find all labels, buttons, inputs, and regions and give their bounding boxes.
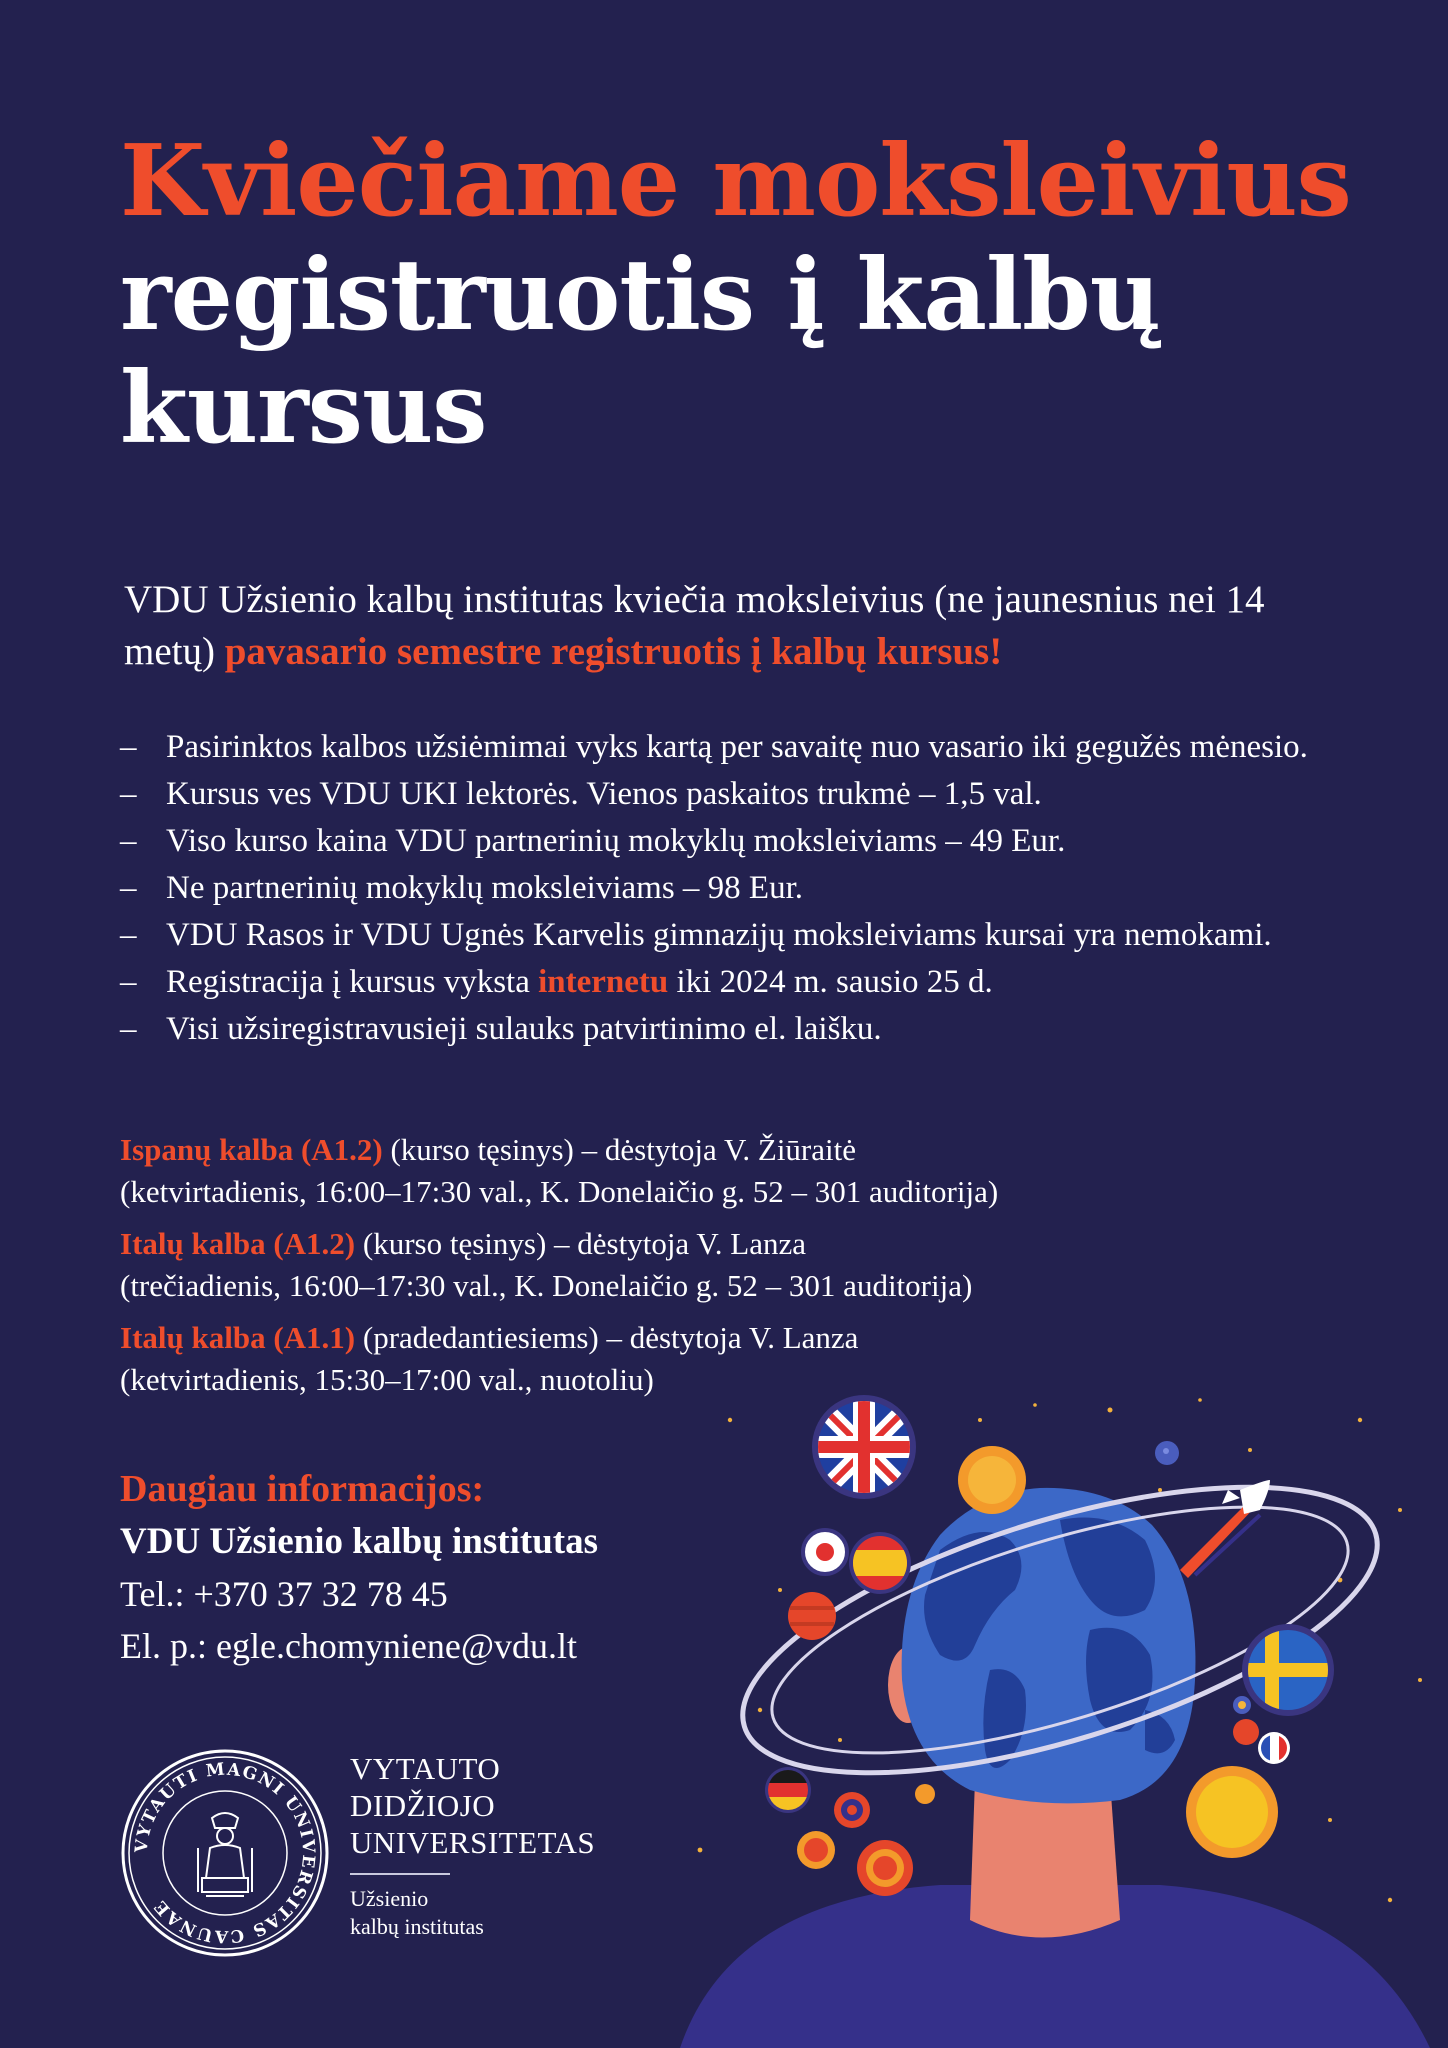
flag-sweden-icon	[1240, 1624, 1340, 1716]
dash-marker: –	[120, 776, 137, 812]
flag-france-icon	[1258, 1732, 1290, 1764]
flag-germany-icon	[765, 1767, 811, 1813]
intro-highlight: pavasario semestre registruotis į kalbų kursus!	[224, 630, 1003, 673]
course-schedule: (ketvirtadienis, 15:30–17:00 val., nuotoliu)	[120, 1362, 654, 1397]
headline	[120, 125, 1360, 466]
intro-paragraph	[124, 574, 1354, 678]
intro-text: VDU Užsienio kalbų institutas kviečia moksleivius (ne jaunesnius nei 14 metų)	[124, 578, 1265, 673]
headline-line-1: Kviečiame moksleivius	[120, 124, 1351, 239]
info-item-text: Kursus ves VDU UKI lektorės. Vienos paskaitos trukmė – 1,5 val.	[166, 776, 1042, 812]
dash-marker: –	[120, 917, 137, 953]
info-item	[120, 867, 1370, 910]
contact-institute: VDU Užsienio kalbų institutas	[120, 1521, 599, 1562]
headline-line-2: registruotis į kalbų	[120, 237, 1160, 353]
university-line-2: DIDŽIOJO	[350, 1788, 496, 1823]
info-item	[120, 914, 1370, 957]
info-item	[120, 773, 1370, 816]
course-desc: (kurso tęsinys) – dėstytoja V. Žiūraitė	[382, 1132, 856, 1167]
planet-small-red	[1233, 1719, 1259, 1745]
flag-spain-icon	[849, 1532, 911, 1594]
registration-item	[120, 961, 1370, 1004]
course-name: Italų kalba (A1.2)	[120, 1226, 356, 1261]
info-item-text: Viso kurso kaina VDU partnerinių mokyklų moksleiviams – 49 Eur.	[166, 823, 1066, 859]
course-desc: (pradedantiesiems) – dėstytoja V. Lanza	[355, 1320, 859, 1355]
headline-line-3: kursus	[120, 351, 487, 467]
course-desc: (kurso tęsinys) – dėstytoja V. Lanza	[355, 1226, 806, 1261]
dash-marker: –	[120, 1011, 137, 1047]
seal-text: VYTAUTI MAGNI UNIVERSITAS CAUNAE	[131, 1759, 319, 1947]
info-item-text: Pasirinktos kalbos užsiėmimai vyks kartą per savaitę nuo vasario iki gegužės mėnesio.	[166, 729, 1308, 765]
flag-uk-icon	[810, 1395, 920, 1505]
dash-marker: –	[120, 823, 137, 859]
seal-figure	[198, 1813, 252, 1896]
contact-phone[interactable]: Tel.: +370 37 32 78 45	[120, 1574, 448, 1614]
info-item	[120, 726, 1370, 769]
course-schedule: (ketvirtadienis, 16:00–17:30 val., K. Donelaičio g. 52 – 301 auditorija)	[120, 1174, 999, 1209]
course-list	[120, 1129, 1270, 1411]
divider	[350, 1873, 450, 1875]
flag-japan-icon	[803, 1530, 847, 1574]
dash-marker: –	[120, 870, 137, 906]
course-name: Ispanų kalba (A1.2)	[120, 1132, 383, 1167]
info-item-text: Ne partnerinių mokyklų moksleiviams – 98 Eur.	[166, 870, 803, 906]
contact-title: Daugiau informacijos:	[120, 1468, 485, 1510]
info-item	[120, 1008, 1370, 1051]
info-list	[120, 726, 1370, 1055]
course-italian-a12	[120, 1223, 1270, 1307]
university-line-3: UNIVERSITETAS	[350, 1825, 596, 1860]
university-seal-icon	[120, 1748, 330, 1958]
registration-before: Registracija į kursus vyksta	[166, 964, 539, 1000]
info-item-text: VDU Rasos ir VDU Ugnės Karvelis gimnazijų moksleiviams kursai yra nemokami.	[166, 917, 1272, 953]
university-name	[350, 1750, 595, 1941]
planet-red	[788, 1592, 836, 1640]
dash-marker: –	[120, 964, 137, 1000]
institute-line-1: Užsienio	[350, 1886, 429, 1911]
registration-after: iki 2024 m. sausio 25 d.	[668, 964, 993, 1000]
course-spanish-a12	[120, 1129, 1270, 1213]
info-item-text: Visi užsiregistravusieji sulauks patvirtinimo el. laišku.	[166, 1011, 882, 1047]
university-line-1: VYTAUTO	[350, 1751, 501, 1786]
rocket-icon	[1180, 1480, 1270, 1578]
info-item	[120, 820, 1370, 863]
registration-link[interactable]: internetu	[538, 964, 669, 1000]
neck	[970, 1780, 1120, 1938]
contact-email[interactable]: El. p.: egle.chomyniene@vdu.lt	[120, 1626, 578, 1666]
institute-line-2: kalbų institutas	[350, 1914, 484, 1939]
illustration	[640, 1380, 1448, 2048]
dash-marker: –	[120, 729, 137, 765]
course-schedule: (trečiadienis, 16:00–17:30 val., K. Donelaičio g. 52 – 301 auditorija)	[120, 1268, 973, 1303]
course-name: Italų kalba (A1.1)	[120, 1320, 356, 1355]
